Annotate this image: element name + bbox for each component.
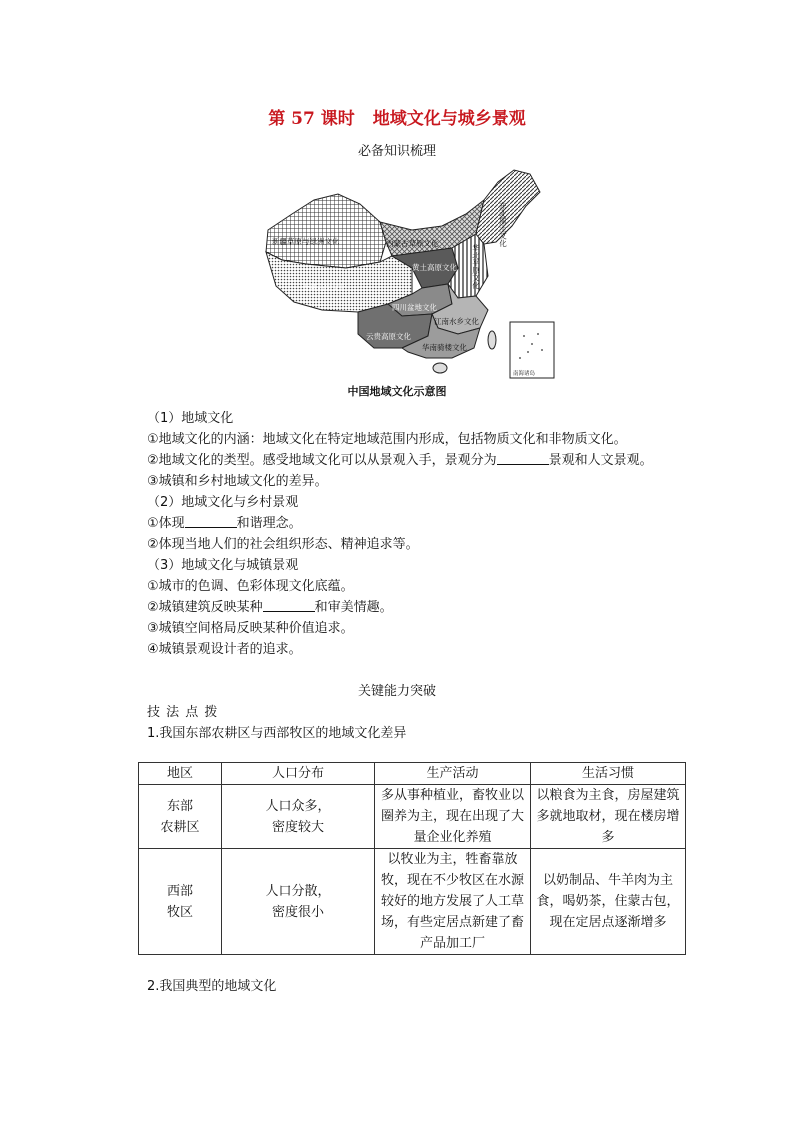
table-header-row [139,763,686,785]
table-header: 地区 [139,763,222,785]
knowledge-heading-2: （2）地域文化与乡村景观 [147,495,299,510]
knowledge-heading-3: （3）地域文化与城镇景观 [147,558,299,573]
label-huangtu: 黄土高原文化 [412,263,457,272]
knowledge-line: ②体现当地人们的社会组织形态、精神追求等。 [147,537,419,552]
knowledge-heading-1: （1）地域文化 [147,411,234,426]
label-huabei: 华北平原文化 [471,244,481,289]
island-taiwan [488,331,496,349]
knowledge-text: 和审美情趣。 [314,600,393,615]
knowledge-text: 景观和人文景观。 [548,453,653,468]
fill-in-blank[interactable] [185,514,237,528]
label-yungui: 云贵高原文化 [366,332,411,341]
inset-label: 南海诸岛 [513,371,536,377]
knowledge-line: ①地域文化的内涵：地域文化在特定地域范围内形成，包括物质文化和非物质文化。 [147,432,627,447]
china-culture-map [262,164,558,380]
region-xinjiang [266,194,386,268]
section-heading-ability: 关键能力突破 [357,684,436,699]
item-1-heading: 1.我国东部农耕区与西部牧区的地域文化差异 [147,726,407,741]
knowledge-text: ②地域文化的类型。感受地域文化可以从景观入手，景观分为 [147,453,497,468]
table-header: 生活习惯 [531,763,686,785]
knowledge-text: 和谐理念。 [236,516,302,531]
knowledge-list [147,408,707,660]
label-jiangnan: 江南水乡文化 [434,317,479,326]
lesson-number: 第 57 课时 [268,109,355,129]
table-cell: 东部 农耕区 [139,785,222,849]
label-neimenggu: 内蒙古草原文化 [386,239,439,248]
table-cell: 人口众多， 密度较大 [222,785,375,849]
knowledge-line [147,513,707,534]
item-2-heading: 2.我国典型的地域文化 [147,979,277,994]
label-sichuan: 四川盆地文化 [392,303,437,312]
label-dongbei: 东北黑土文化 [498,202,508,247]
table-header: 人口分布 [222,763,375,785]
knowledge-text: ②城镇建筑反映某种 [147,600,263,615]
lesson-title [0,104,794,129]
table-row [139,785,686,849]
table-cell: 多从事种植业，畜牧业以圈养为主，现在出现了大量企业化养殖 [375,785,531,849]
table-cell: 西部 牧区 [139,849,222,955]
knowledge-line: ④城镇景观设计者的追求。 [147,642,302,657]
region-dongbei [476,170,540,244]
label-huanan: 华南骑楼文化 [422,343,467,352]
knowledge-line [147,450,707,471]
table-row [139,849,686,955]
skills-label: 技 法 点 拨 [147,705,219,720]
map-figure [262,164,558,380]
fill-in-blank[interactable] [497,451,549,465]
lesson-topic: 地域文化与城乡景观 [372,109,526,129]
inset-frame [510,322,554,378]
table-cell: 以奶制品、牛羊肉为主食，喝奶茶，住蒙古包，现在定居点逐渐增多 [531,849,686,955]
table-header: 生产活动 [375,763,531,785]
table-cell: 人口分散， 密度很小 [222,849,375,955]
knowledge-line: ③城镇和乡村地域文化的差异。 [147,474,328,489]
fill-in-blank[interactable] [263,598,315,612]
map-caption: 中国地域文化示意图 [347,385,447,398]
table-cell: 以粮食为主食，房屋建筑多就地取材，现在楼房增多 [531,785,686,849]
section-heading-knowledge: 必备知识梳理 [357,144,436,159]
knowledge-line: ①城市的色调、色彩体现文化底蕴。 [147,579,354,594]
label-qingzang: 青藏高原文化 [302,283,347,292]
island-hainan [433,363,447,373]
knowledge-line: ③城镇空间格局反映某种价值追求。 [147,621,354,636]
knowledge-text: ①体现 [147,516,185,531]
knowledge-line [147,597,707,618]
table-cell: 以牧业为主，牲畜靠放牧，现在不少牧区在水源较好的地方发展了人工草场，有些定居点新建了畜产品加工厂 [375,849,531,955]
label-xinjiang: 新疆草原与绿洲文化 [272,237,340,246]
comparison-table [138,762,686,955]
